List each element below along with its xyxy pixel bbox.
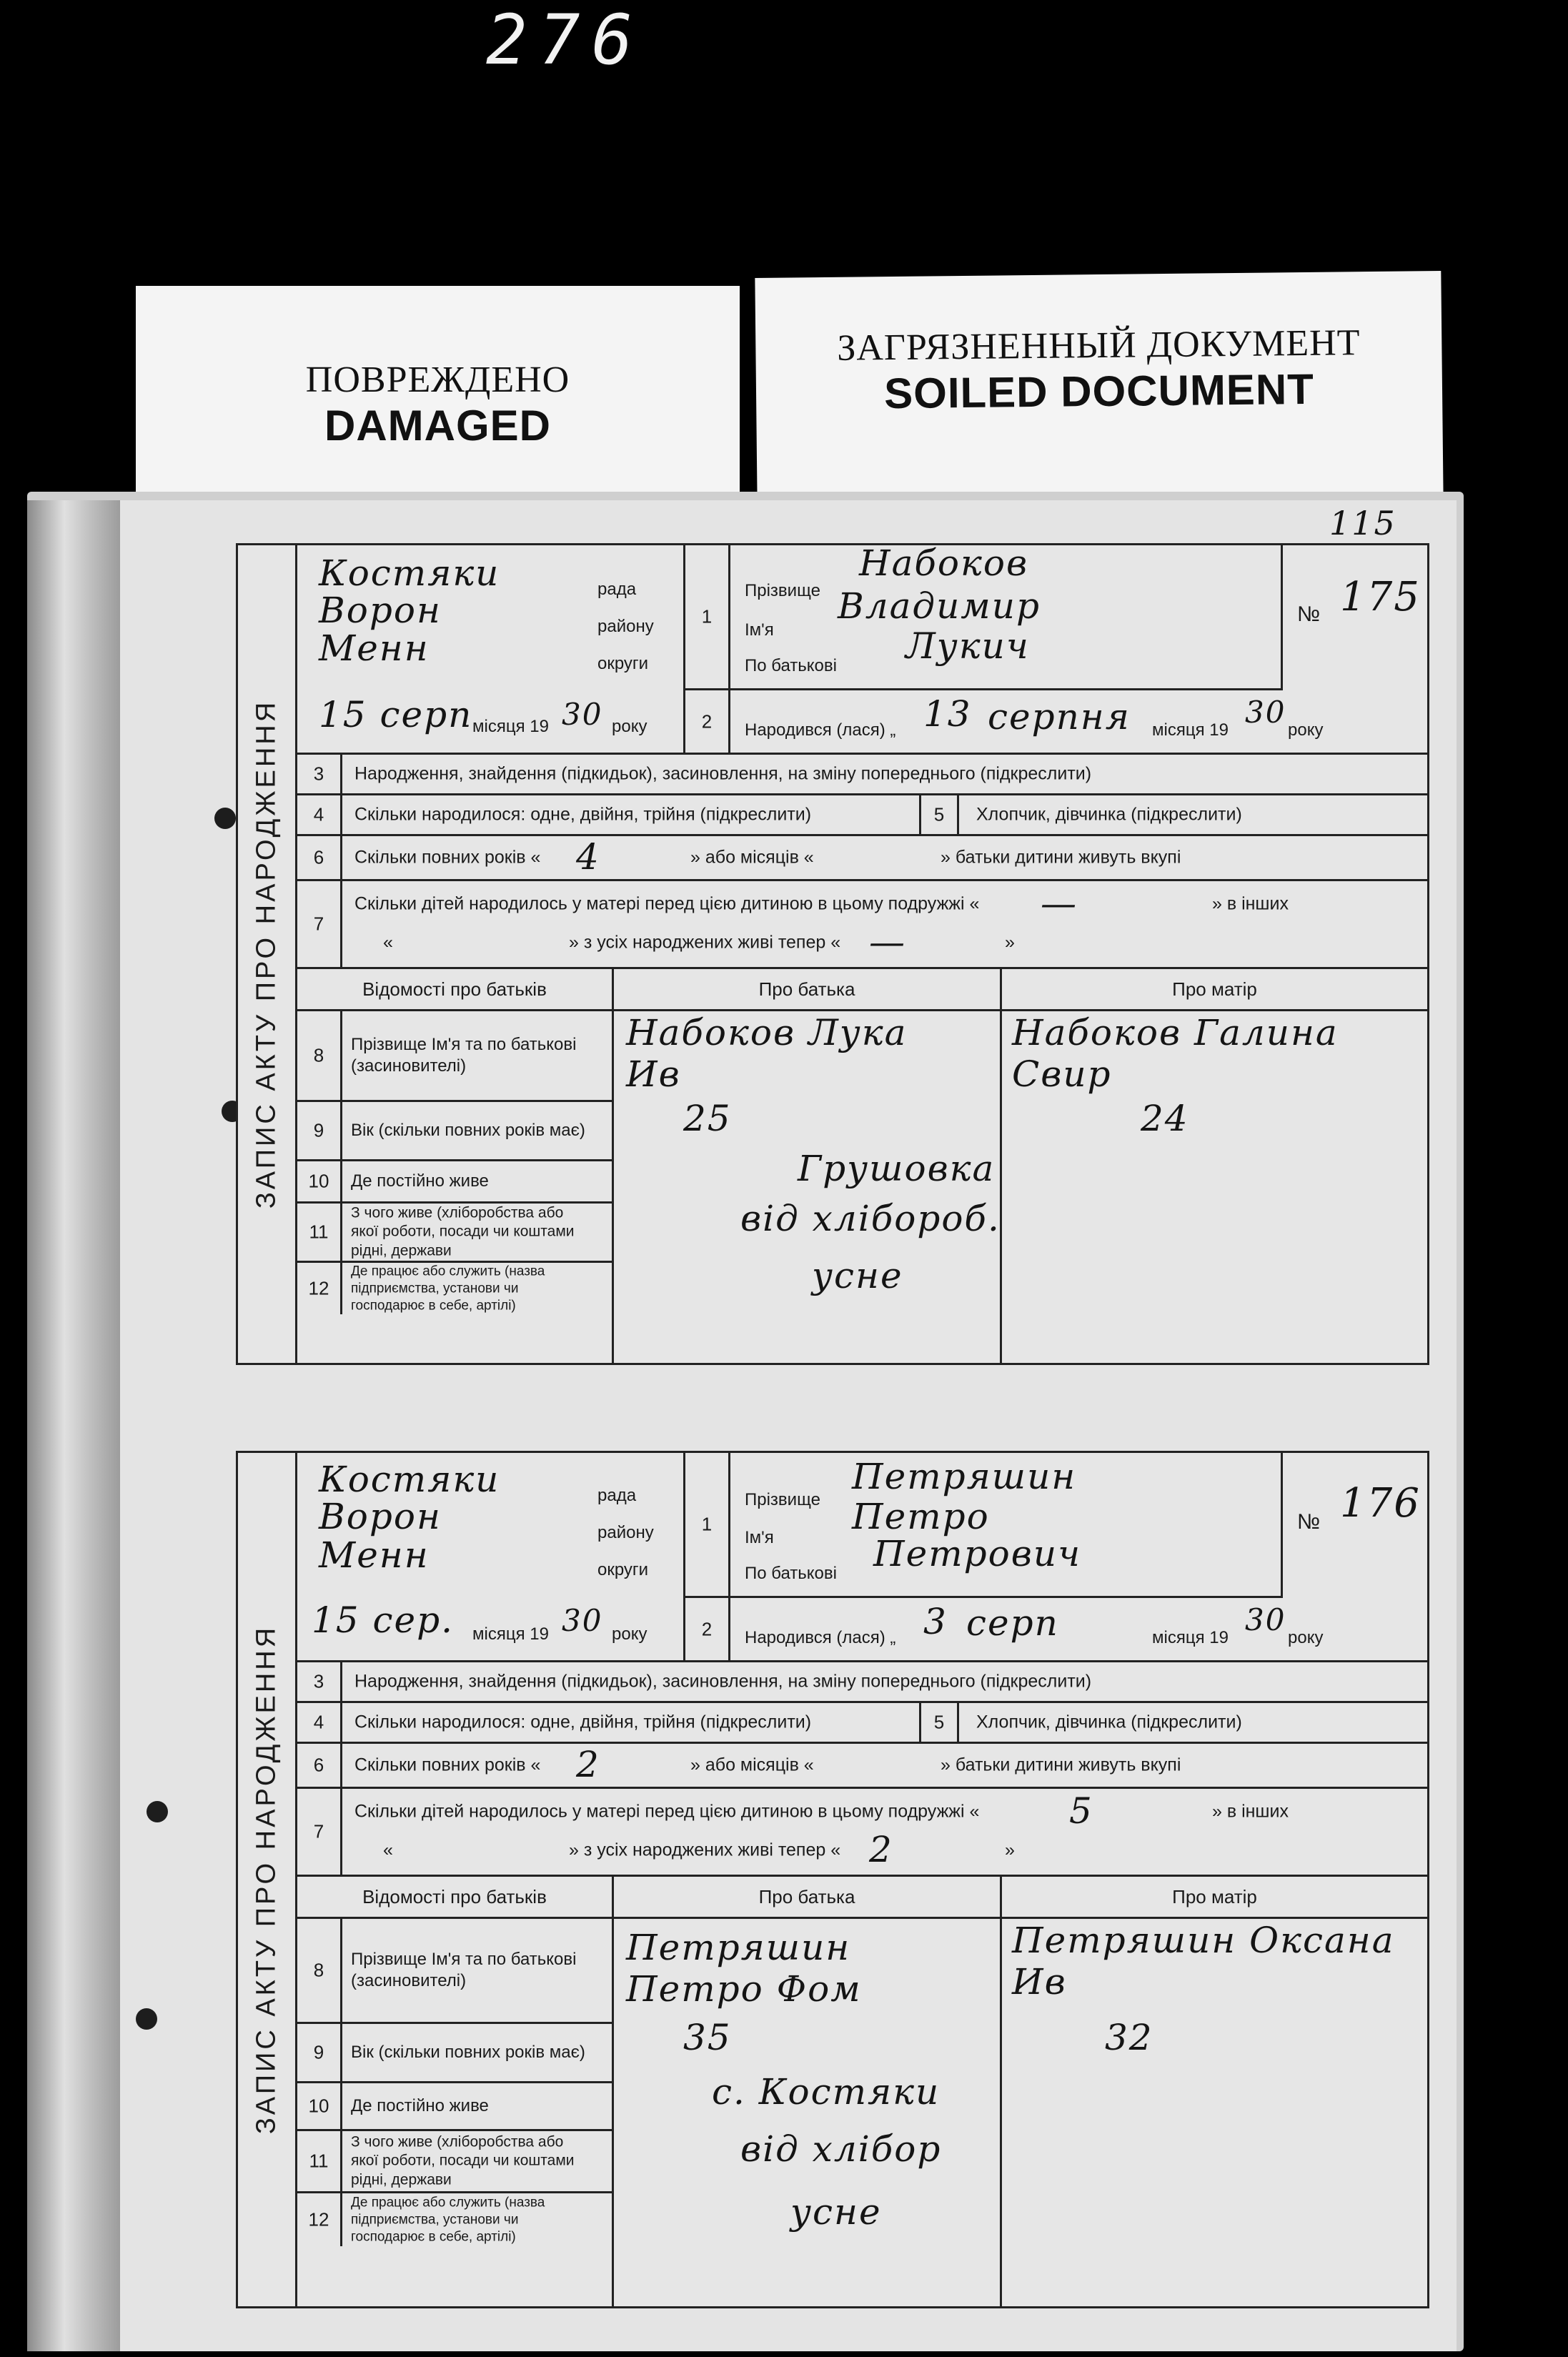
hw-patronymic: Лукич <box>905 625 1030 667</box>
punch-hole-icon <box>214 808 236 829</box>
hw-born-day: 3 <box>923 1601 948 1642</box>
row-number: 2 <box>701 710 713 732</box>
hw-name: Владимир <box>838 585 1041 627</box>
hw-living-source: від хлібор <box>740 2128 942 2170</box>
row-6-text-c: » батьки дитини живуть вкупі <box>941 1755 1181 1775</box>
row-3: 3 Народження, знайдення (підкидьок), засиновлення, на зміну попереднього (підкреслити) <box>297 755 1427 795</box>
row-7-text-d: » з усіх народжених живі тепер « <box>569 1840 841 1860</box>
hw-okruh: Менн <box>319 627 430 669</box>
row-4-text: Скільки народилося: одне, двійня, трійня (підкреслити) <box>354 804 812 825</box>
birth-record-1 <box>236 543 1429 1365</box>
mother-header: Про матір <box>1002 1877 1427 1919</box>
label-record-number: № <box>1297 1510 1321 1534</box>
label-patronymic: По батькові <box>745 1564 837 1583</box>
row-3-text: Народження, знайдення (підкидьок), засиновлення, на зміну попереднього (підкреслити) <box>354 1671 1092 1692</box>
hw-father-age: 25 <box>683 1098 732 1139</box>
row-7: 7 Скільки дітей народилось у матері перед цією дитиною в цьому подружжі « — » в інших « » з усіх народжених живі тепер « — » <box>297 881 1427 969</box>
prow-12-text: Де працює або служить (назва підприємства, установи чи господарює в себе, артілі) <box>351 2195 545 2244</box>
hw-children-before: 5 <box>1069 1790 1093 1832</box>
parents-row-12: 12 Де працює або служить (назва підприємства, установи чи господарює в себе, артілі) <box>297 1263 612 1314</box>
hw-record-year: 30 <box>562 1603 603 1638</box>
row-7-text-b: » в інших <box>1212 1801 1289 1822</box>
damaged-label-en: DAMAGED <box>324 402 551 450</box>
hw-record-number: 175 <box>1340 574 1421 620</box>
hw-okruh: Менн <box>319 1534 430 1576</box>
prow-10-text: Де постійно живе <box>351 2096 489 2115</box>
hw-children-before: — <box>1041 883 1078 924</box>
label-patronymic: По батькові <box>745 656 837 675</box>
prow-10-text: Де постійно живе <box>351 1171 489 1191</box>
hw-residence: Грушовка <box>798 1148 996 1189</box>
prow-8-text: Прізвище Ім'я та по батькові (засиновителі) <box>351 1035 577 1076</box>
label-year: року <box>612 717 647 736</box>
prow-11-text: З чого живе (хліборобства або якої роботи, посади чи коштами рідні, держави <box>351 2133 575 2188</box>
parents-row-9: 9 Вік (скільки повних років має) <box>297 1102 612 1161</box>
hw-mother-name: Набоков Галина Свир <box>1012 1012 1339 1095</box>
row-7: 7 Скільки дітей народилось у матері перед цією дитиною в цьому подружжі « 5 » в інших « » з усіх народжених живі тепер « 2 » <box>297 1789 1427 1877</box>
punch-hole-icon <box>136 2008 157 2030</box>
row-7-text-b: » в інших <box>1212 893 1289 914</box>
row-6-text-a: Скільки повних років « <box>354 1755 541 1775</box>
hw-living-source: від хлібороб. <box>740 1198 1001 1239</box>
hw-children-alive: — <box>869 921 906 963</box>
label-rayon: району <box>597 617 654 636</box>
label-okruh: округи <box>597 1560 649 1579</box>
label-record-number: № <box>1297 602 1321 626</box>
label-rada: рада <box>597 1486 637 1505</box>
archive-number: 276 <box>486 0 645 80</box>
row-6-text-c: » батьки дитини живуть вкупі <box>941 847 1181 868</box>
label-born-year: року <box>1288 1628 1324 1647</box>
hw-born-month: серп <box>966 1602 1059 1644</box>
parents-row-9: 9 Вік (скільки повних років має) <box>297 2024 612 2083</box>
row-number: 1 <box>701 605 713 627</box>
hw-record-date: 15 сер. <box>312 1599 455 1641</box>
hw-work: усне <box>790 2191 882 2233</box>
row-7-text-c: « <box>383 932 393 953</box>
hw-record-date: 15 серп <box>319 694 473 735</box>
page-corner-number: 115 <box>1329 504 1396 542</box>
label-surname: Прізвище <box>745 581 820 600</box>
parents-header: Відомості про батьків <box>297 1877 612 1919</box>
row-7-text-d: » з усіх народжених живі тепер « <box>569 932 841 953</box>
label-born-month: місяця 19 <box>1152 1628 1229 1647</box>
soiled-label-ru: ЗАГРЯЗНЕННЫЙ ДОКУМЕНТ <box>836 322 1361 369</box>
parents-table <box>297 1877 1427 2306</box>
label-born: Народився (лася) „ <box>745 720 896 740</box>
hw-patronymic: Петрович <box>873 1533 1082 1574</box>
record-side-title: ЗАПИС АКТУ ПРО НАРОДЖЕННЯ <box>238 1453 297 2306</box>
row-4-5: 4 Скільки народилося: одне, двійня, трійня (підкреслити) 5 Хлопчик, дівчинка (підкреслити) <box>297 795 1427 836</box>
label-month: місяця 19 <box>472 717 549 736</box>
page-binding-edge <box>27 500 120 2351</box>
soiled-label-en: SOILED DOCUMENT <box>883 364 1315 418</box>
row-number: 1 <box>701 1513 713 1535</box>
hw-born-month: серпня <box>988 696 1131 738</box>
hw-mother-age: 24 <box>1141 1098 1189 1139</box>
hw-rayon: Ворон <box>319 590 442 631</box>
hw-record-number: 176 <box>1340 1480 1421 1527</box>
parents-row-11: 11 З чого живе (хліборобства або якої роботи, посади чи коштами рідні, держави <box>297 1204 612 1263</box>
row-7-text-a: Скільки дітей народилось у матері перед цією дитиною в цьому подружжі « <box>354 893 980 914</box>
parents-row-8: 8 Прізвище Ім'я та по батькові (засиновителі) <box>297 1919 612 2024</box>
prow-9-text: Вік (скільки повних років має) <box>351 2043 585 2062</box>
hw-surname: Набоков <box>859 542 1029 584</box>
label-born-month: місяця 19 <box>1152 720 1229 740</box>
row-5-text: Хлопчик, дівчинка (підкреслити) <box>976 804 1242 825</box>
label-name: Ім'я <box>745 620 774 640</box>
hw-born-year: 30 <box>1245 695 1286 730</box>
label-rada: рада <box>597 580 637 599</box>
hw-born-year: 30 <box>1245 1602 1286 1637</box>
row-7-text-e: » <box>1005 932 1015 953</box>
prow-8-text: Прізвище Ім'я та по батькові (засиновителі) <box>351 1950 577 1990</box>
label-month: місяця 19 <box>472 1624 549 1644</box>
row-4-text: Скільки народилося: одне, двійня, трійня (підкреслити) <box>354 1712 812 1732</box>
hw-residence: с. Костяки <box>712 2071 941 2113</box>
row-6-text-b: » або місяців « <box>690 1755 814 1775</box>
father-header: Про батька <box>614 1877 1000 1919</box>
punch-hole-icon <box>147 1801 168 1822</box>
prow-12-text: Де працює або служить (назва підприємства, установи чи господарює в себе, артілі) <box>351 1264 545 1313</box>
label-rayon: району <box>597 1523 654 1542</box>
row-6: 6 Скільки повних років « 2 » або місяців « » батьки дитини живуть вкупі <box>297 1744 1427 1789</box>
mother-header: Про матір <box>1002 969 1427 1011</box>
label-born: Народився (лася) „ <box>745 1628 896 1647</box>
hw-work: усне <box>812 1255 903 1296</box>
row-6-text-a: Скільки повних років « <box>354 847 541 868</box>
row-3: 3 Народження, знайдення (підкидьок), засиновлення, на зміну попереднього (підкреслити) <box>297 1662 1427 1703</box>
prow-9-text: Вік (скільки повних років має) <box>351 1121 585 1140</box>
prow-11-text: З чого живе (хліборобства або якої роботи, посади чи коштами рідні, держави <box>351 1204 575 1259</box>
label-okruh: округи <box>597 654 649 673</box>
parents-row-10: 10 Де постійно живе <box>297 1161 612 1204</box>
parents-row-10: 10 Де постійно живе <box>297 2083 612 2131</box>
row-7-text-a: Скільки дітей народилось у матері перед цією дитиною в цьому подружжі « <box>354 1801 980 1822</box>
hw-mother-name: Петряшин Оксана Ив <box>1012 1920 1395 2003</box>
row-3-text: Народження, знайдення (підкидьок), засиновлення, на зміну попереднього (підкреслити) <box>354 763 1092 784</box>
father-header: Про батька <box>614 969 1000 1011</box>
parents-row-12: 12 Де працює або служить (назва підприємства, установи чи господарює в себе, артілі) <box>297 2193 612 2246</box>
hw-years-together: 4 <box>576 836 600 878</box>
hw-rada: Костяки <box>319 1459 500 1500</box>
parents-header: Відомості про батьків <box>297 969 612 1011</box>
birth-record-2 <box>236 1451 1429 2308</box>
hw-father-name: Набоков Лука Ив <box>626 1012 908 1095</box>
hw-surname: Петряшин <box>852 1456 1077 1497</box>
damaged-label-ru: ПОВРЕЖДЕНО <box>305 359 570 400</box>
hw-rayon: Ворон <box>319 1496 442 1537</box>
damaged-label <box>136 286 740 504</box>
row-7-text-c: « <box>383 1840 393 1860</box>
hw-years-together: 2 <box>576 1744 600 1785</box>
parents-row-8: 8 Прізвище Ім'я та по батькові (засиновителі) <box>297 1011 612 1102</box>
record-side-title: ЗАПИС АКТУ ПРО НАРОДЖЕННЯ <box>238 545 297 1363</box>
parents-row-11: 11 З чого живе (хліборобства або якої роботи, посади чи коштами рідні, держави <box>297 2131 612 2193</box>
hw-father-name: Петряшин Петро Фом <box>626 1927 862 2010</box>
row-6: 6 Скільки повних років « 4 » або місяців « » батьки дитини живуть вкупі <box>297 836 1427 881</box>
hw-name: Петро <box>852 1496 990 1537</box>
hw-born-day: 13 <box>923 693 972 735</box>
label-born-year: року <box>1288 720 1324 740</box>
row-number: 2 <box>701 1618 713 1639</box>
row-6-text-b: » або місяців « <box>690 847 814 868</box>
label-surname: Прізвище <box>745 1490 820 1509</box>
hw-record-year: 30 <box>562 697 603 732</box>
soiled-label <box>755 271 1443 508</box>
hw-rada: Костяки <box>319 552 500 594</box>
label-name: Ім'я <box>745 1528 774 1547</box>
parents-table <box>297 969 1427 1363</box>
label-year: року <box>612 1624 647 1644</box>
hw-father-age: 35 <box>683 2017 732 2058</box>
hw-mother-age: 32 <box>1105 2017 1153 2058</box>
row-5-text: Хлопчик, дівчинка (підкреслити) <box>976 1712 1242 1732</box>
row-7-text-e: » <box>1005 1840 1015 1860</box>
hw-children-alive: 2 <box>869 1829 893 1870</box>
row-4-5: 4 Скільки народилося: одне, двійня, трійня (підкреслити) 5 Хлопчик, дівчинка (підкреслити) <box>297 1703 1427 1744</box>
